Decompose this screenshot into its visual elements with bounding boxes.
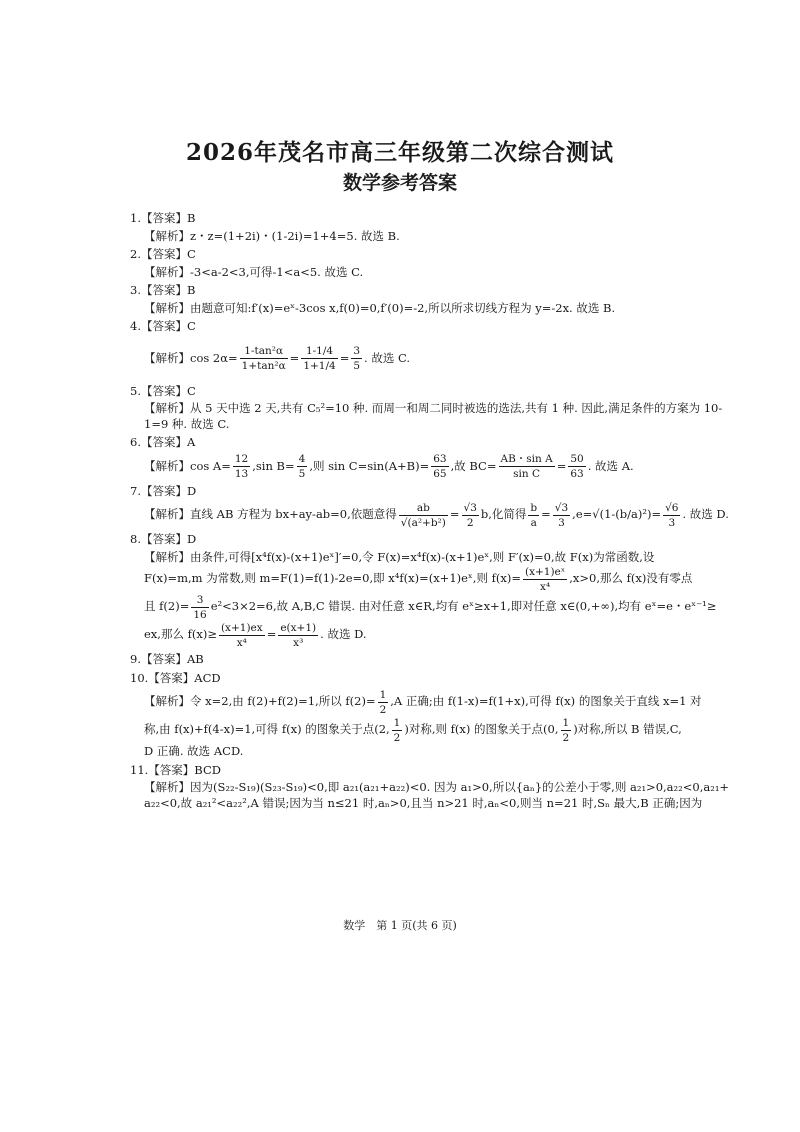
q6-exp-d: ,故 BC= <box>450 458 497 473</box>
q8-explanation-line3 <box>130 593 717 621</box>
q8-explanation-line1: 【解析】由条件,可得[x⁴f(x)-(x+1)eˣ]′=0,令 F(x)=x⁴f(x)-(x+1)eˣ,则 F′(x)=0,故 F(x)为常函数,设 <box>144 549 655 564</box>
q4-f3-denominator: 5 <box>353 360 361 373</box>
q8-line4-a: ex,那么 f(x)≥ <box>144 627 217 642</box>
q7-fraction-distance <box>399 501 448 530</box>
q7-exp-b: = <box>449 507 460 522</box>
q10-fraction-point-a <box>392 716 403 745</box>
q6-e-denominator: 63 <box>570 468 584 481</box>
q7-explanation <box>130 501 729 529</box>
q6-fraction-sinB <box>297 452 308 481</box>
q4-f2-denominator: 1+1/4 <box>303 360 336 373</box>
q7-exp-e: ,e=√(1-(b/a)²)= <box>572 507 662 522</box>
q11-explanation-line2: a₂₂<0,故 a₂₁²<a₂₂²,A 错误;因为当 n≤21 时,aₙ>0,且当 n>21 时,aₙ<0,则当 n=21 时,Sₙ 最大,B 正确;因为 <box>144 795 703 810</box>
q8-line2-a: F(x)=m,m 为常数,则 m=F(1)=f(1)-2e=0,即 x⁴f(x)=(x+1)eˣ,则 f(x)= <box>144 571 521 586</box>
q7-exp-c: b,化简得 <box>480 507 527 522</box>
q7-fraction-sqrt3-2 <box>462 501 479 530</box>
q11-explanation-line1: 【解析】因为(S₂₂-S₁₉)(S₂₃-S₁₉)<0,即 a₂₁(a₂₁+a₂₂)<0. 因为 a₁>0,所以{aₙ}的公差小于零,则 a₂₁>0,a₂₂<0,a₂₁+ <box>144 780 730 795</box>
q8-line3-a: 且 f(2)= <box>144 599 190 614</box>
q4-f3-numerator: 3 <box>351 344 362 359</box>
q6-exp-b: ,sin B= <box>252 458 295 473</box>
q8-answer: 8.【答案】D <box>130 532 197 547</box>
q7-e-denominator: 3 <box>668 516 676 529</box>
q8-line4-b: = <box>266 627 277 642</box>
q8-l3-numerator: 3 <box>191 593 208 608</box>
q8-line4-c: . 故选 D. <box>320 627 367 642</box>
q10-line2-a: 称,由 f(x)+f(4-x)=1,可得 f(x) 的图象关于点(2, <box>144 722 390 737</box>
q7-c-numerator: b <box>528 501 539 516</box>
q8-l4a-numerator: (x+1)ex <box>219 621 265 636</box>
q6-exp-a: 【解析】cos A= <box>144 458 231 473</box>
q6-fraction-cosA <box>233 452 250 481</box>
q8-l4b-numerator: e(x+1) <box>278 621 318 636</box>
q5-answer: 5.【答案】C <box>130 383 196 398</box>
q10-fraction-point-b <box>561 716 572 745</box>
q7-answer: 7.【答案】D <box>130 483 197 498</box>
q1-answer: 1.【答案】B <box>130 211 196 225</box>
q7-fraction-b-over-a <box>528 501 539 530</box>
page-footer: 数学 第 1 页(共 6 页) <box>343 919 457 932</box>
q8-fraction-simplified <box>278 621 318 650</box>
q4-answer: 4.【答案】C <box>130 319 196 334</box>
q7-d-numerator: √3 <box>553 501 570 516</box>
q4-f2-numerator: 1-1/4 <box>301 344 337 359</box>
q7-fraction-result <box>663 501 680 530</box>
page-title: 2026年茂名市高三年级第二次综合测试 <box>185 139 614 166</box>
q8-explanation-line4 <box>130 621 670 649</box>
q7-e-numerator: √6 <box>663 501 680 516</box>
q7-exp-f: . 故选 D. <box>682 507 729 522</box>
q8-line2-b: ,x>0,那么 f(x)没有零点 <box>569 571 693 586</box>
q6-fraction-bc <box>499 452 555 481</box>
q2-answer: 2.【答案】C <box>130 247 196 262</box>
q7-a-numerator: ab <box>399 501 448 516</box>
q4-fraction-1 <box>240 344 288 373</box>
q4-f1-numerator: 1-tan²α <box>240 344 288 359</box>
q10-line1-a: 【解析】令 x=2,由 f(2)+f(2)=1,所以 f(2)= <box>144 694 376 709</box>
q5-explanation-line1: 【解析】从 5 天中选 2 天,共有 C₅²=10 种. 而周一和周二同时被选的选法,共有 1 种. 因此,满足条件的方案为 10- <box>144 401 723 416</box>
answer-body <box>130 208 730 811</box>
q6-a-denominator: 13 <box>234 468 249 481</box>
q10-fraction-half <box>378 688 389 717</box>
q7-c-denominator: a <box>530 516 537 529</box>
q6-b-numerator: 4 <box>297 452 308 467</box>
q3-answer: 3.【答案】B <box>130 283 196 298</box>
q5-explanation-line2: 1=9 种. 故选 C. <box>144 416 230 431</box>
q10-line1-b: ,A 正确;由 f(1-x)=f(1+x),可得 f(x) 的图象关于直线 x=1 对 <box>390 694 702 709</box>
page-subtitle: 数学参考答案 <box>342 172 457 194</box>
q6-exp-f: . 故选 A. <box>587 458 634 473</box>
q8-fraction-bound <box>219 621 265 650</box>
q11-answer: 11.【答案】BCD <box>130 762 221 777</box>
q8-l2-numerator: (x+1)eˣ <box>523 565 567 580</box>
q7-b-denominator: 2 <box>466 516 474 529</box>
q10-l2a-numerator: 1 <box>392 716 403 731</box>
q10-answer: 10.【答案】ACD <box>130 670 221 685</box>
q7-fraction-sqrt3-3 <box>553 501 570 530</box>
q10-l2a-denominator: 2 <box>393 731 401 744</box>
q7-exp-d: = <box>541 507 551 522</box>
q10-l1-numerator: 1 <box>378 688 389 703</box>
q6-fraction-result <box>568 452 585 481</box>
q7-exp-a: 【解析】直线 AB 方程为 bx+ay-ab=0,依题意得 <box>144 507 397 522</box>
q6-fraction-sinC <box>431 452 448 481</box>
q6-exp-e: = <box>556 458 567 473</box>
q4-explanation <box>130 337 670 381</box>
q10-l2b-denominator: 2 <box>562 731 570 744</box>
q8-line3-b: e²<3×2=6,故 A,B,C 错误. 由对任意 x∈R,均有 eˣ≥x+1,即对任意 x∈(0,+∞),均有 eˣ=e・eˣ⁻¹≥ <box>210 599 717 614</box>
q4-f1-denominator: 1+tan²α <box>241 360 286 373</box>
q8-fraction-3-16 <box>191 593 208 622</box>
q3-explanation: 【解析】由题意可知:f′(x)=eˣ-3cos x,f(0)=0,f′(0)=-2,所以所求切线方程为 y=-2x. 故选 B. <box>144 300 616 315</box>
q6-answer: 6.【答案】A <box>130 435 196 450</box>
q2-explanation: 【解析】-3<a-2<3,可得-1<a<5. 故选 C. <box>144 264 364 279</box>
q6-a-numerator: 12 <box>233 452 250 467</box>
q10-l2b-numerator: 1 <box>561 716 572 731</box>
q4-exp-post: . 故选 C. <box>364 350 411 365</box>
q1-explanation: 【解析】z・z=(1+2i)・(1-2i)=1+4=5. 故选 B. <box>144 228 400 243</box>
q6-explanation <box>130 453 670 481</box>
q9-answer: 9.【答案】AB <box>130 652 204 667</box>
q7-a-denominator: √(a²+b²) <box>400 516 446 529</box>
q10-explanation-line1 <box>130 688 702 716</box>
q6-d-denominator: sin C <box>513 468 541 481</box>
q8-l2-denominator: x⁴ <box>540 580 551 593</box>
q6-c-denominator: 65 <box>433 468 447 481</box>
q10-line2-c: )对称,所以 B 错误,C, <box>573 722 682 737</box>
q4-fraction-3 <box>351 344 362 373</box>
q6-e-numerator: 50 <box>568 452 585 467</box>
q8-l3-denominator: 16 <box>193 608 207 621</box>
q8-explanation-line2 <box>130 565 693 593</box>
q6-b-denominator: 5 <box>298 468 306 481</box>
q10-line2-b: )对称,则 f(x) 的图象关于点(0, <box>404 722 559 737</box>
q8-l4a-denominator: x⁴ <box>236 636 247 649</box>
q7-d-denominator: 3 <box>558 516 565 529</box>
q7-b-numerator: √3 <box>462 501 479 516</box>
q8-l4b-denominator: x³ <box>293 636 304 649</box>
q4-equals-2: = <box>339 350 350 365</box>
q10-l1-denominator: 2 <box>379 703 387 716</box>
q6-exp-c: ,则 sin C=sin(A+B)= <box>309 458 430 473</box>
q10-explanation-line3: D 正确. 故选 ACD. <box>144 744 244 759</box>
q6-d-numerator: AB・sin A <box>499 452 555 467</box>
q6-c-numerator: 63 <box>431 452 448 467</box>
q4-equals: = <box>289 350 300 365</box>
q8-fraction-fx <box>523 565 567 594</box>
q10-explanation-line2 <box>130 716 682 744</box>
q4-exp-pre: 【解析】cos 2α= <box>144 350 238 365</box>
q4-fraction-2 <box>301 344 337 373</box>
